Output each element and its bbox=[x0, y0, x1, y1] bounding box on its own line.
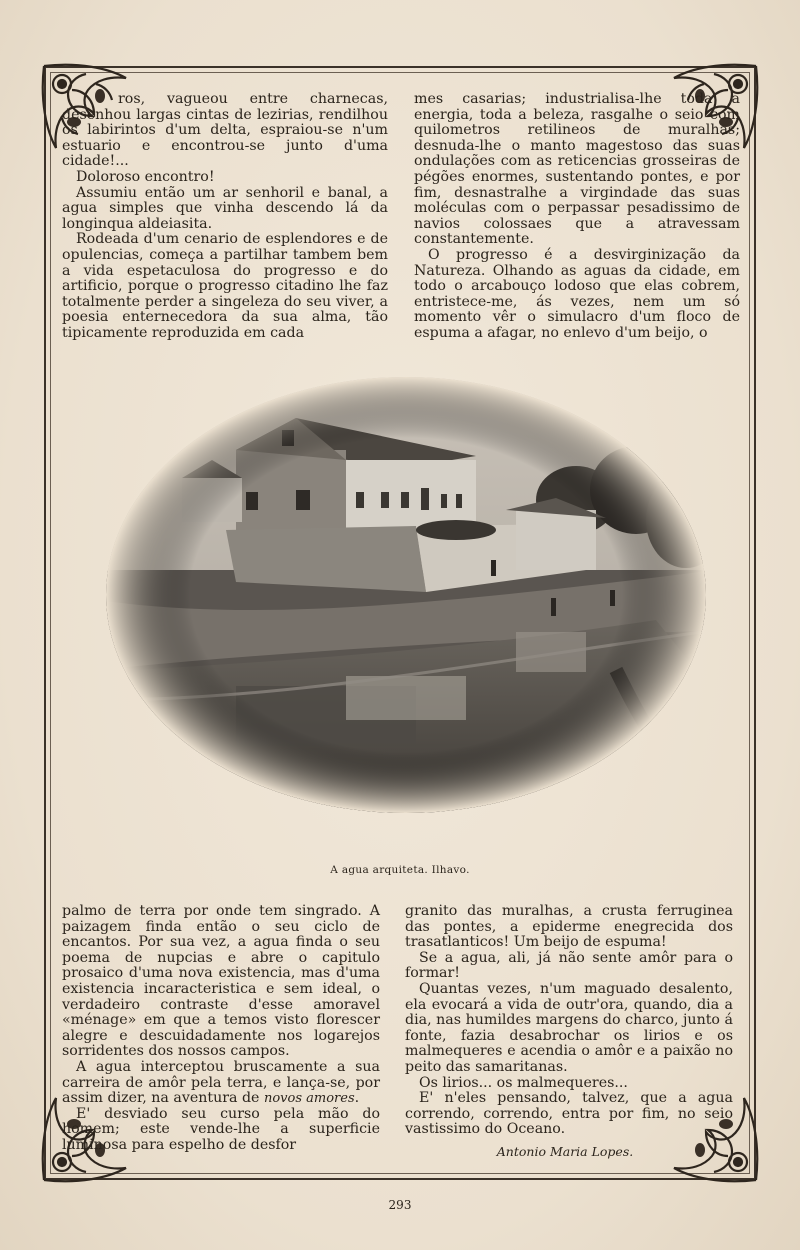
paragraph: Doloroso encontro! bbox=[76, 168, 215, 185]
paragraph: mes casarias; industrialisa-lhe toda a energia, toda a beleza, rasgalhe o seio com quilometros retilineos de muralhas; desnuda-lhe o manto magestoso das suas ondulações com as reticencias grosseiras de pégões enormes, sustentando pontes, e por fim, desnastralhe a virgindade das suas moléculas com o perpassar pesadissimo de navios colossaes que a atravessam constantemente. bbox=[414, 91, 740, 248]
paragraph: E' desviado seu curso pela mão do homem; este vende-lhe a superficie luminosa para espelho de desfor bbox=[62, 1105, 380, 1153]
italic-phrase: novos amores bbox=[263, 1091, 355, 1107]
photograph-vignette bbox=[96, 370, 716, 820]
paragraph: Assumiu então um ar senhoril e banal, a agua simples que vinha descendo lá da longinqua aldeiasita. bbox=[62, 184, 388, 232]
page-number: 293 bbox=[388, 1198, 412, 1212]
paragraph: E' n'eles pensando, talvez, que a agua correndo, correndo, entra por fim, no seio vastissimo do Oceano. bbox=[405, 1090, 733, 1138]
paragraph bbox=[62, 1060, 380, 1107]
author-signature: Antonio Maria Lopes. bbox=[496, 1144, 634, 1159]
paragraph: Quantas vezes, n'um maguado desalento, ela evocará a vida de outr'ora, quando, dia a dia, nas humildes margens do charco, junto á fonte, fazia desabrochar os lirios e os malmequeres e acendia o amôr e a paixão no peito das samaritanas. bbox=[405, 980, 733, 1075]
text-column-bottom-left bbox=[62, 904, 380, 1154]
text-column-bottom-right bbox=[405, 904, 733, 1138]
photo-caption: A agua arquiteta. Ilhavo. bbox=[330, 864, 470, 876]
paragraph: O progresso é a desvirginização da Natureza. Olhando as aguas da cidade, em todo o arcabouço lodoso que elas cobrem, entristece-me, ás vezes, nem um só momento vêr o simulacro d'um floco de espuma a afagar, no enlevo d'um beijo, o bbox=[414, 246, 740, 341]
paragraph-text: A agua interceptou bruscamente a sua carreira de amôr pela terra, e lança-se, por assim dizer, na aventura de bbox=[62, 1058, 380, 1107]
paragraph: Rodeada d'um cenario de esplendores e de opulencias, começa a partilhar tambem bem a vida espetaculosa do progresso e do artificio, porque o progresso citadino lhe faz totalmente perder a singeleza do seu viver, a poesia enternecedora da sua alma, tão tipicamente reproduzida em cada bbox=[62, 231, 388, 341]
text-column-top-right bbox=[414, 92, 740, 342]
paragraph: granito das muralhas, a crusta ferruginea das pontes, a epiderme enegrecida dos trasatlanticos! Um beijo de espuma! bbox=[405, 903, 733, 951]
paragraph: Se a agua, ali, já não sente amôr para o formar! bbox=[405, 949, 733, 982]
paragraph-text: . bbox=[354, 1090, 360, 1107]
paragraph: Os lirios... os malmequeres... bbox=[419, 1074, 628, 1091]
paragraph: palmo de terra por onde tem singrado. A paizagem finda então o seu ciclo de encantos. Por sua vez, a agua finda o seu poema de nupcias e abre o capitulo prosaico d'uma nova existencia, mas d'uma existencia incaracteristica e sem ideal, o verdadeiro contraste d'esse amoravel «ménage» em que a temos visto florescer alegre e descuidadamente nos logarejos sorridentes dos nossos campos. bbox=[62, 903, 380, 1060]
text-column-top-left bbox=[62, 92, 388, 342]
paragraph: ros, vagueou entre charnecas, desenhou largas cintas de lezirias, rendilhou os labirintos d'um delta, espraiou-se n'um estuario e encontrou-se junto d'uma cidade!... bbox=[62, 91, 388, 170]
